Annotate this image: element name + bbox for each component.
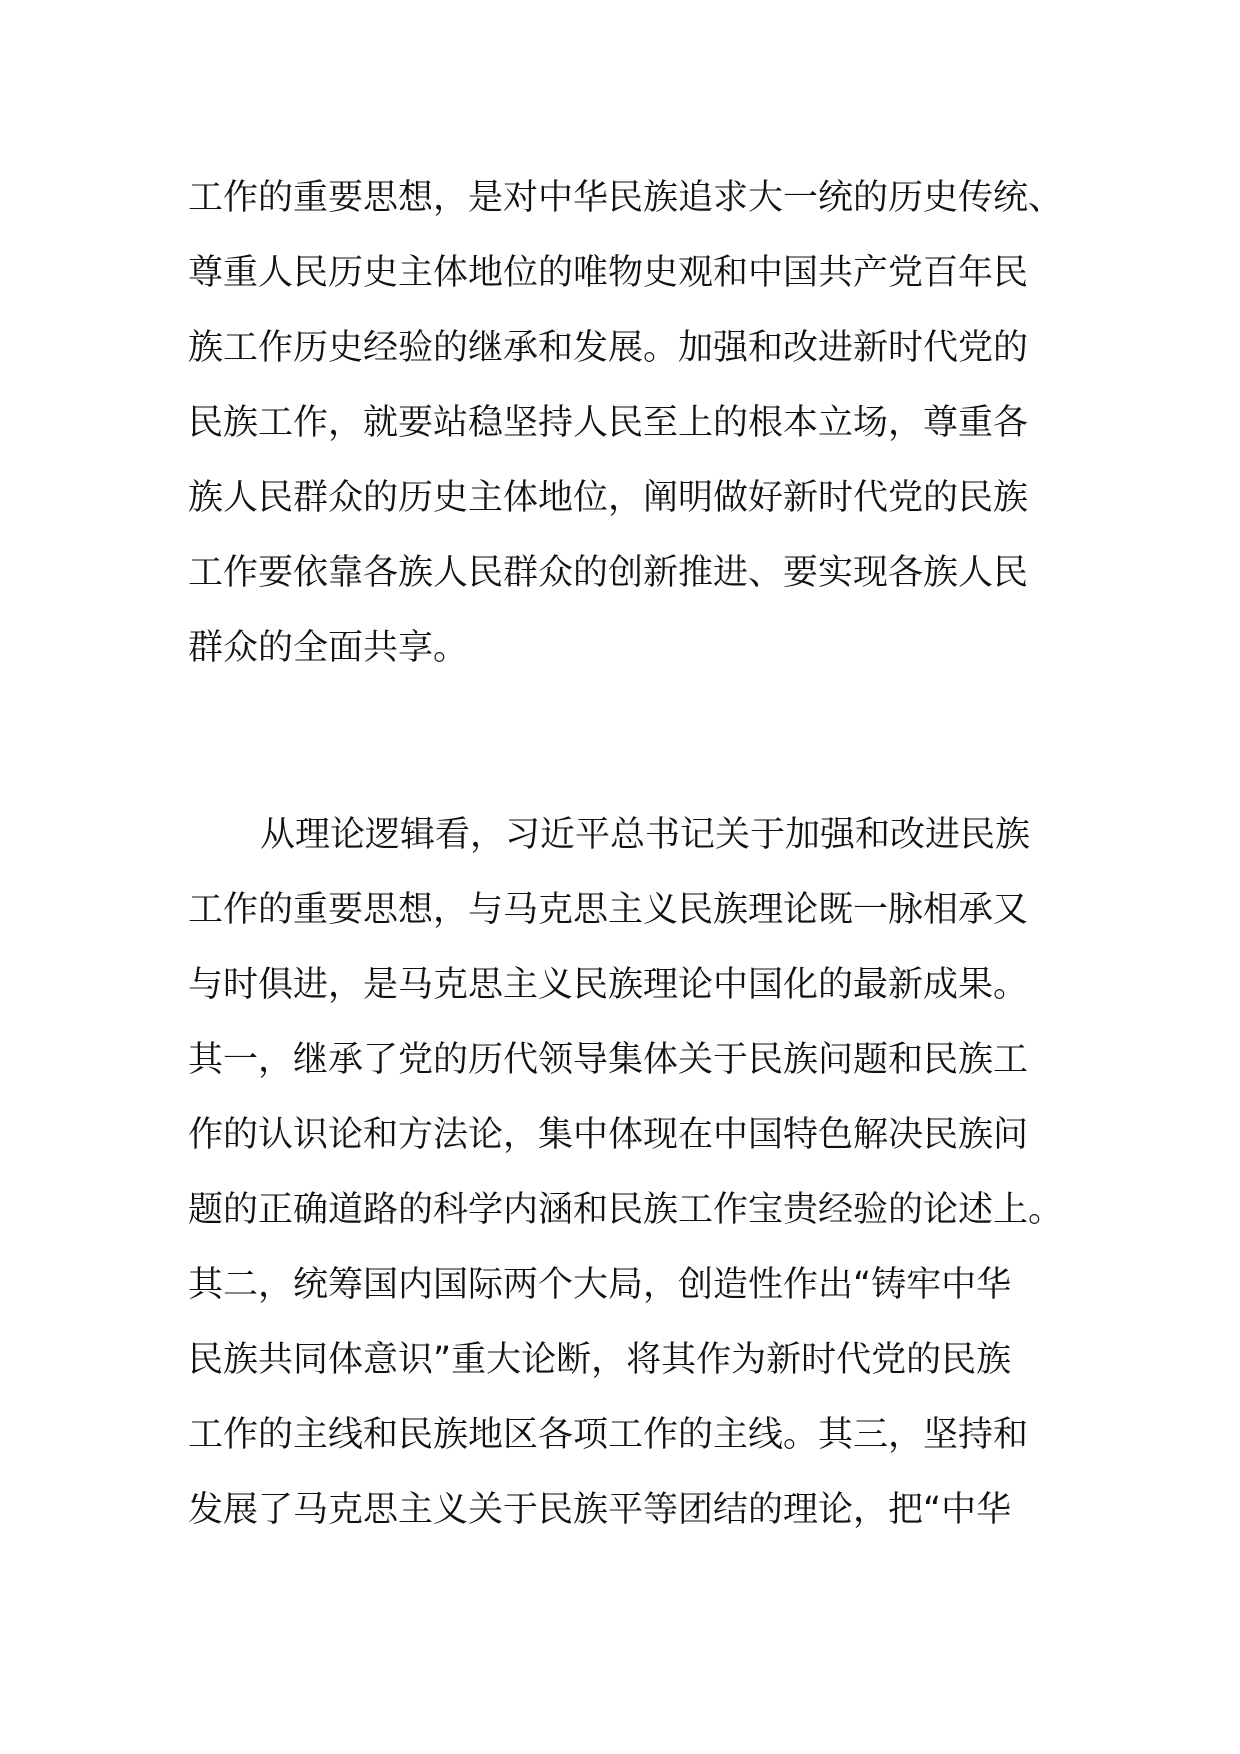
paragraph-line: 与时俱进，是马克思主义民族理论中国化的最新成果。 <box>188 965 1029 1005</box>
paragraph-line: 其一，继承了党的历代领导集体关于民族问题和民族工 <box>188 1040 1029 1080</box>
paragraph-line: 作的认识论和方法论，集中体现在中国特色解决民族问 <box>188 1115 1029 1155</box>
paragraph-line: 工作的主线和民族地区各项工作的主线。其三，坚持和 <box>188 1415 1029 1455</box>
paragraph-line: 族人民群众的历史主体地位，阐明做好新时代党的民族 <box>188 478 1029 518</box>
paragraph-2 <box>188 798 1088 1548</box>
paragraph-line: 族工作历史经验的继承和发展。加强和改进新时代党的 <box>188 328 1029 368</box>
paragraph-line: 工作的重要思想，是对中华民族追求大一统的历史传统、 <box>188 178 1064 218</box>
paragraph-1 <box>188 161 1088 686</box>
paragraph-line: 民族共同体意识”重大论断，将其作为新时代党的民族 <box>188 1340 1012 1380</box>
paragraph-line: 群众的全面共享。 <box>188 628 469 668</box>
paragraph-line: 尊重人民历史主体地位的唯物史观和中国共产党百年民 <box>188 253 1029 293</box>
paragraph-line: 民族工作，就要站稳坚持人民至上的根本立场，尊重各 <box>188 403 1029 443</box>
paragraph-line: 其二，统筹国内国际两个大局，创造性作出“铸牢中华 <box>188 1265 1012 1305</box>
paragraph-line: 工作要依靠各族人民群众的创新推进、要实现各族人民 <box>188 553 1029 593</box>
paragraph-line: 发展了马克思主义关于民族平等团结的理论，把“中华 <box>188 1490 1012 1530</box>
paragraph-line: 工作的重要思想，与马克思主义民族理论既一脉相承又 <box>188 890 1029 930</box>
paragraph-line: 从理论逻辑看，习近平总书记关于加强和改进民族 <box>260 815 1031 855</box>
paragraph-line: 题的正确道路的科学内涵和民族工作宝贵经验的论述上。 <box>188 1190 1064 1230</box>
